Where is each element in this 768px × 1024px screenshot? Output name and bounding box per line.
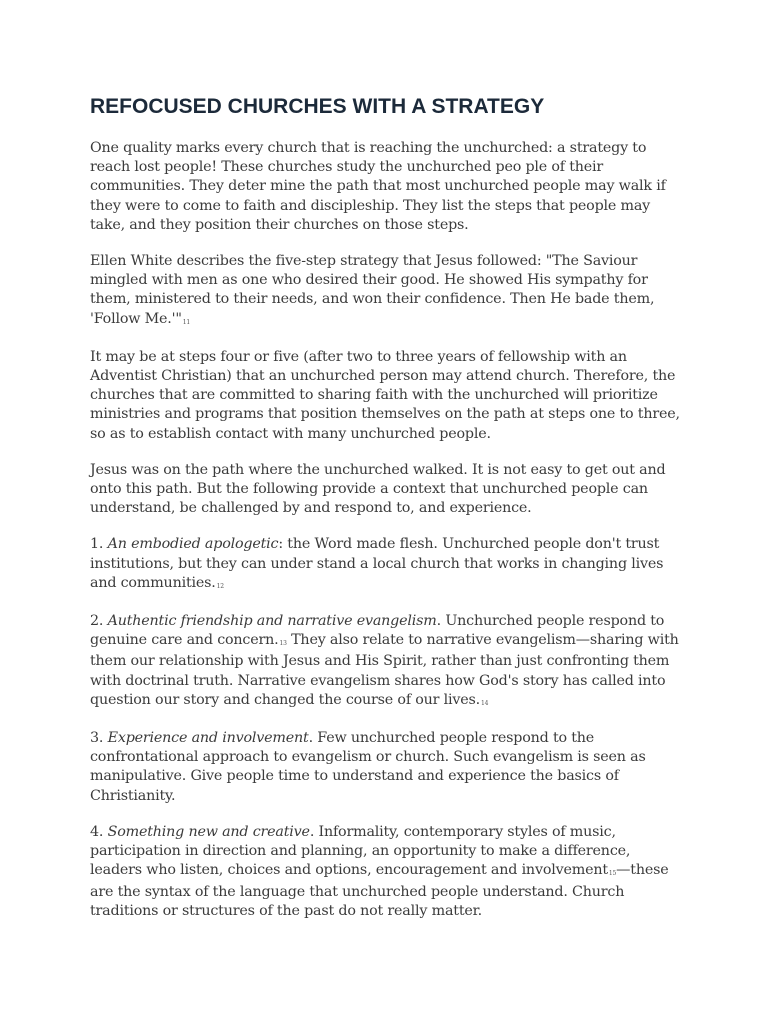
list-item-2 [90, 612, 680, 712]
list-item-4 [90, 823, 680, 921]
list-item-number: 4. [90, 823, 108, 840]
list-item-title: An embodied apologetic [107, 536, 279, 553]
page-title: REFOCUSED CHURCHES WITH A STRATEGY [90, 95, 545, 118]
footnote-marker[interactable]: 13 [279, 640, 287, 648]
list-item-number: 1. [90, 536, 108, 553]
list-item-body: . Unchurched people respond to genuine care and concern. [90, 613, 665, 649]
list-item-body: . Few unchurched people respond to the confrontational approach to evangelism or church. Such evangelism is seen as manipulative. Give people time to understand and experience the basics of Christianity. [90, 730, 646, 804]
footnote-marker[interactable]: 12 [216, 582, 224, 590]
list-item-body-continued: They also relate to narrative evangelism—sharing with them our relationship with Jesus and His Spirit, rather than just confronting them with doctrinal truth. Narrative evangelism shares how God's story has called into question our story and changed the course of our lives. [90, 632, 679, 708]
paragraph-steps: It may be at steps four or five (after two to three years of fellowship with an Adventist Christian) that an unchurched person may attend church. Therefore, the churches that are committed to sharing faith with the unchurched will prioritize ministries and programs that position themselves on the path at steps one to three, so as to establish contact with many unchurched people. [90, 348, 680, 442]
paragraph-intro: One quality marks every church that is reaching the unchurched: a strategy to reach lost people! These churches study the unchurched peo ple of their communities. They deter mine the path that most unchurched people may walk if they were to come to faith and discipleship. They list the steps that people may take, and they position their churches on those steps. [90, 140, 666, 233]
list-item-title: Authentic friendship and narrative evangelism [107, 613, 437, 630]
paragraph-ellen-white-quote [90, 252, 680, 331]
list-item-title: Experience and involvement [107, 730, 309, 747]
paragraph-text: Ellen White describes the five-step strategy that Jesus followed: "The Saviour mingled with men as one who desired their good. He showed His sympathy for them, ministered to their needs, and won their confidence. Then He bade them, 'Follow Me.'" [90, 253, 655, 327]
list-item-body: . Informality, contemporary styles of music, participation in direction and planning, an opportunity to make a difference, leaders who listen, choices and options, encouragement and involvement [90, 823, 631, 879]
footnote-marker[interactable]: 14 [481, 699, 489, 707]
list-item-3 [90, 729, 680, 806]
list-item-number: 3. [90, 730, 108, 747]
document-page [90, 94, 680, 938]
list-item-body-continued: —these are the syntax of the language that unchurched people understand. Church traditions or structures of the past do not really matter. [90, 862, 669, 919]
paragraph-path: Jesus was on the path where the unchurched walked. It is not easy to get out and onto this path. But the following provide a context that unchurched people can understand, be challenged by and respond to, and experience. [90, 461, 666, 517]
list-item-number: 2. [90, 613, 108, 630]
footnote-marker[interactable]: 11 [182, 318, 191, 326]
list-item-1 [90, 535, 680, 595]
list-item-body: : the Word made flesh. Unchurched people don't trust institutions, but they can under stand a local church that works in changing lives and communities. [90, 536, 664, 591]
list-item-title: Something new and creative [107, 823, 310, 840]
footnote-marker[interactable]: 15 [608, 870, 617, 878]
